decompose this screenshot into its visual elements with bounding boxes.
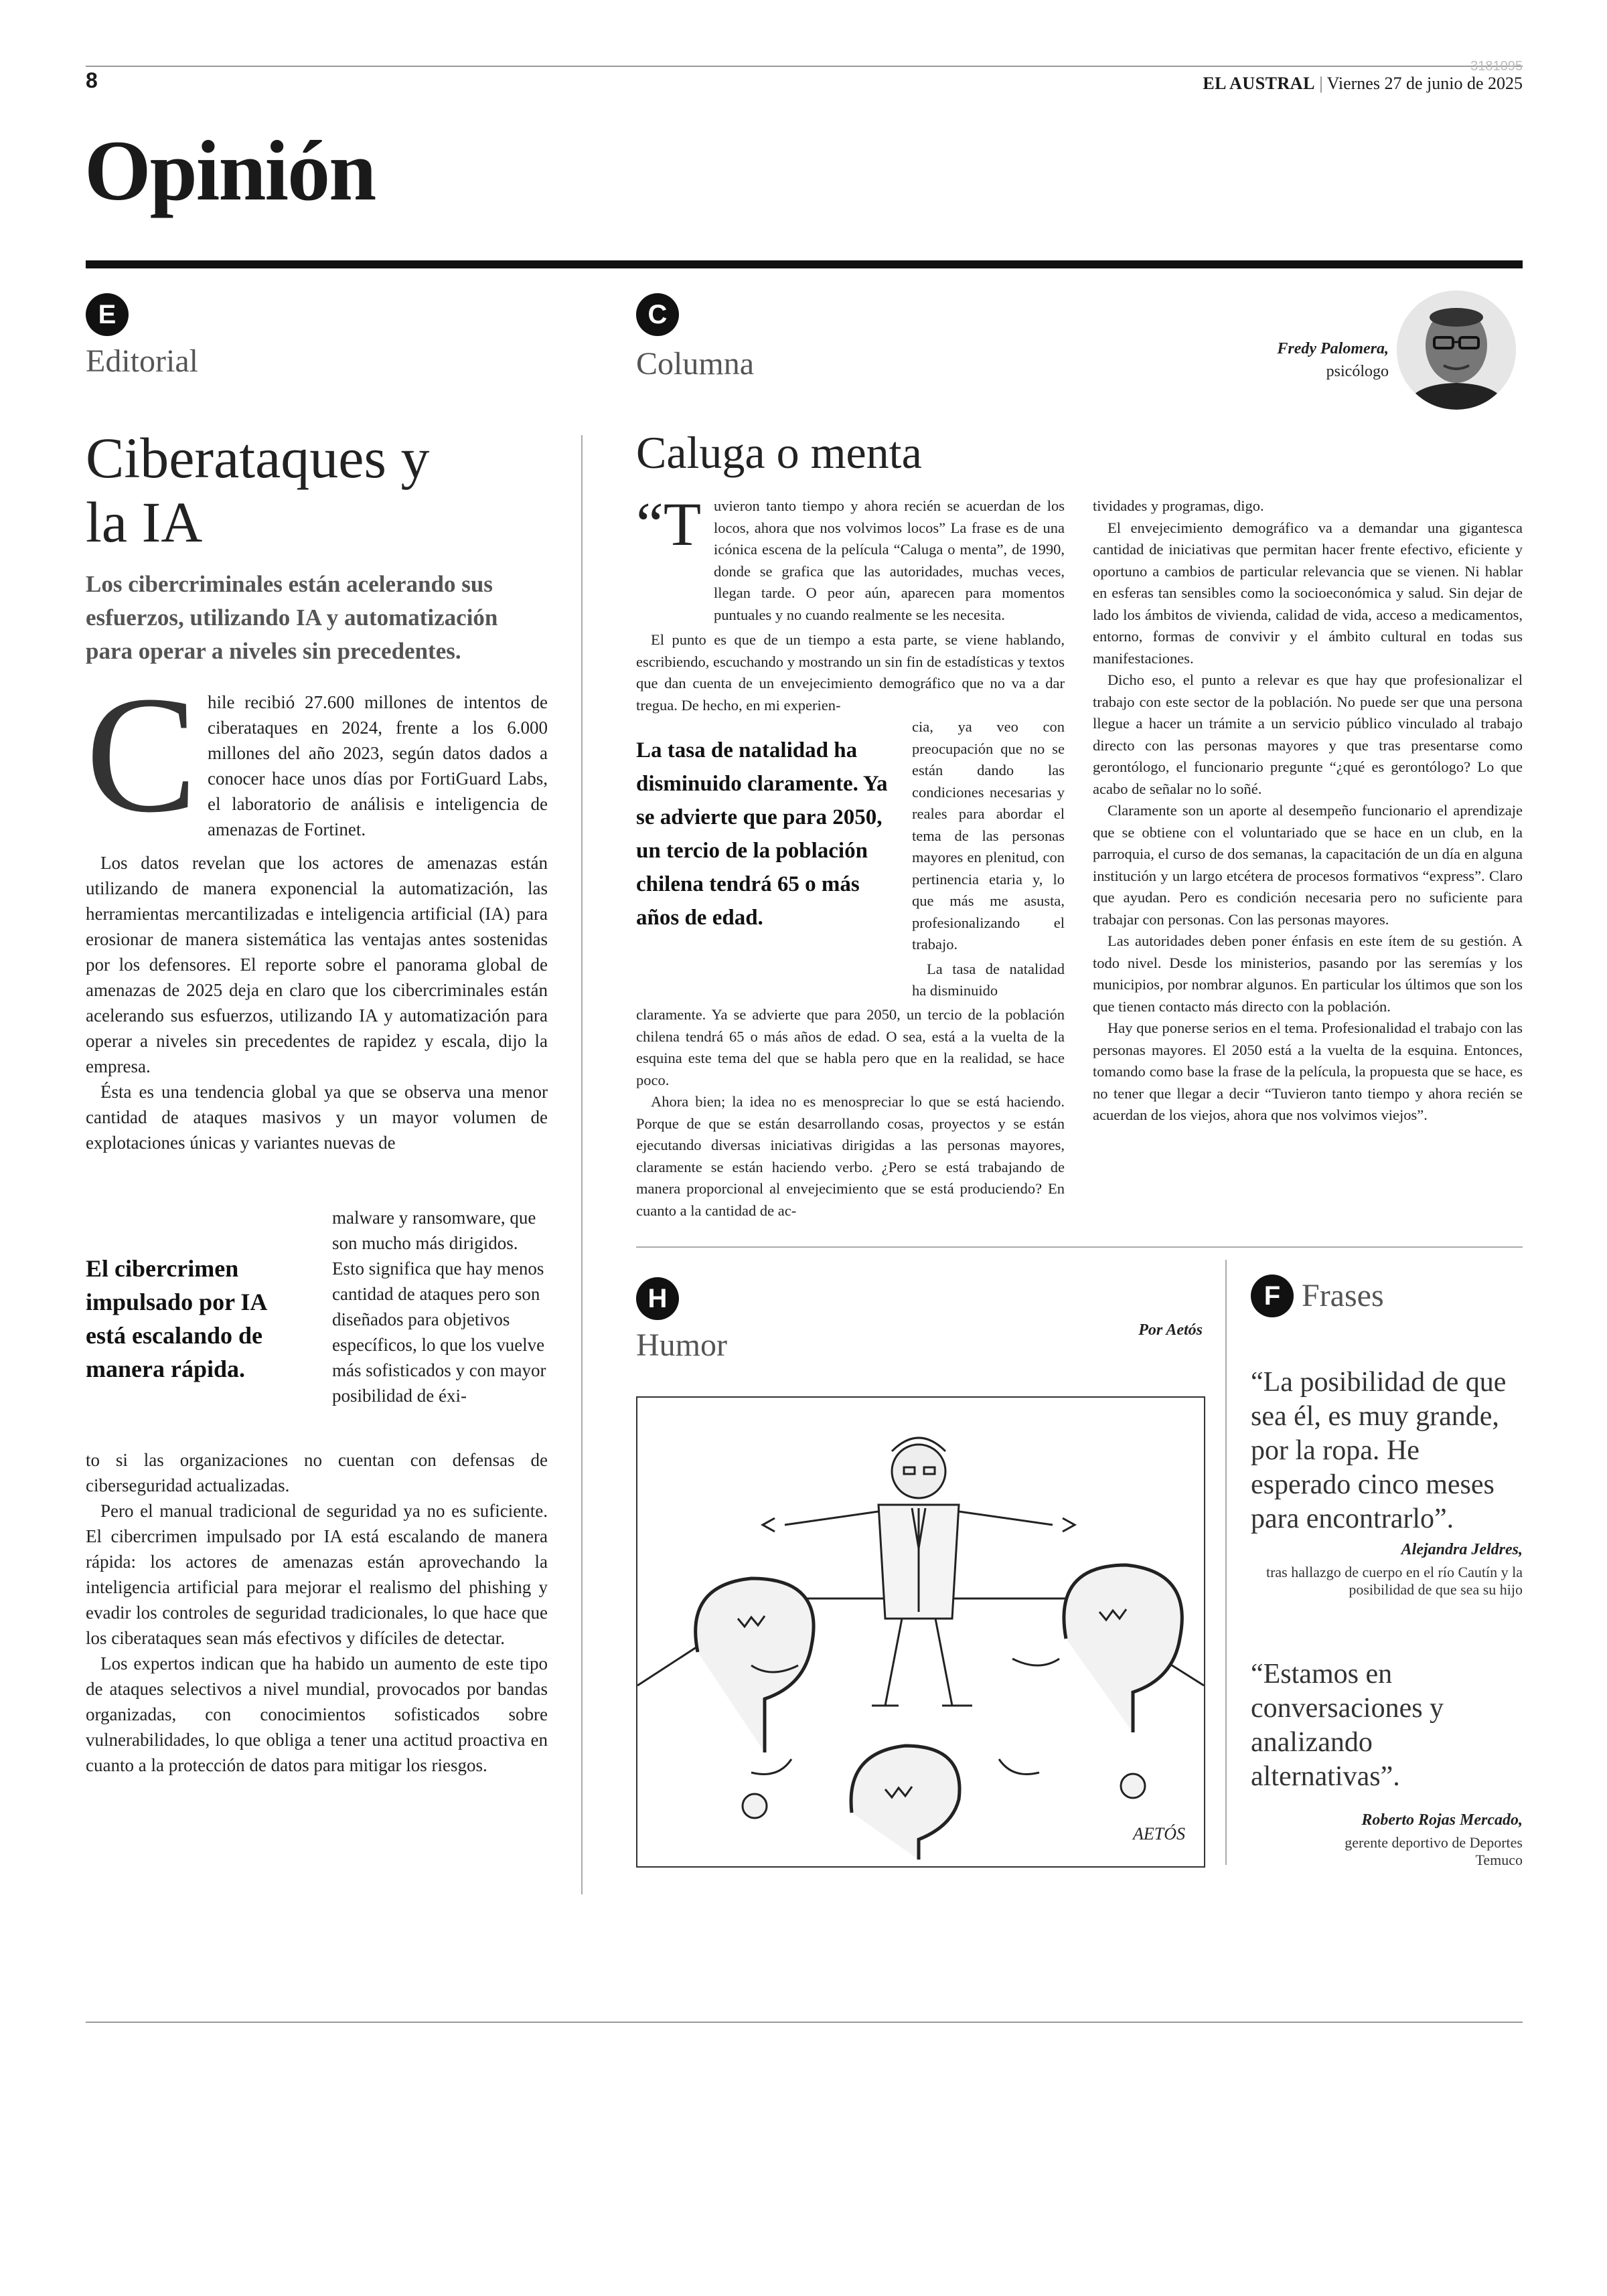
frase-role-1: tras hallazgo de cuerpo en el río Cautín y la posibilidad de que sea su hijo [1266, 1564, 1523, 1598]
editorial-paragraph-3: to si las organizaciones no cuentan con defensas de ciberseguridad actualizadas. [86, 1450, 548, 1495]
column-quote-mark: “T [636, 490, 702, 558]
page-code: 3181095 [1470, 59, 1523, 74]
column-intro-text: uvieron tanto tiempo y ahora recién se acuerdan de los locos, ahora que nos volvimos locos” La frase es de una icónica escena de la película “Caluga o menta”, de 1990, donde se grafica que las autoridades, muchas veces, llegan tarde. O peor aún, aparecen para momentos puntuales y no cuando realmente se les necesita. [714, 497, 1065, 623]
editorial-paragraph-1: Los datos revelan que los actores de amenazas están utilizando de manera exponencial la automatización, las herramientas mercantilizadas e inteligencia artificial (IA) para erosionar de manera sistemática las ventajas antes sostenidas por los defensores. El reporte sobre el panorama global de amenazas de 2025 deja en claro que los cibercriminales están acelerando sus esfuerzos, utilizando IA y automatización para operar a niveles sin precedentes de rapidez y escala, dijo la empresa. [86, 853, 548, 1076]
page-number: 8 [86, 68, 98, 92]
column-headline: Caluga o menta [636, 427, 922, 478]
editorial-intro: hile recibió 27.600 millones de intentos de ciberataques en 2024, frente a los 6.000 millones del año 2023, según datos dados a conocer hace unos días por FortiGuard Labs, el laboratorio de análisis e inteligencia de amenazas de Fortinet. [208, 692, 548, 839]
editorial-pullquote: El cibercrimen impulsado por IA está escalando de manera rápida. [86, 1255, 266, 1382]
editorial-headline: Ciberataques y la IA [86, 426, 430, 554]
column-right-p1: tividades y programas, digo. [1093, 497, 1264, 514]
editorial-body-bottom [86, 1447, 548, 1778]
editorial-narrow-column [332, 1205, 548, 1408]
frase-role-2: gerente deportivo de Deportes Temuco [1345, 1834, 1523, 1868]
frase-quote-2: “Estamos en conversaciones y analizando alternativas”. [1251, 1659, 1444, 1792]
column-right-block [1093, 495, 1523, 1127]
editorial-paragraph-5: Los expertos indican que ha habido un aumento de este tipo de ataques selectivos a nivel mundial, provocados por bandas organizadas, con conocimientos sofisticados sobre vulnerabilidades, lo que obliga a tener una actitud proactiva en cuanto a la protección de datos para mitigar los riesgos. [86, 1653, 548, 1775]
editorial-column-divider [581, 435, 583, 1894]
section-title: Opinión [84, 123, 376, 218]
editorial-intro-indented [208, 689, 548, 842]
masthead-separator: | [1319, 74, 1323, 93]
column-paragraph-2: El punto es que de un tiempo a esta parte, se viene hablando, escribiendo, escuchando y mostrando un sin fin de estadísticas y textos que dan cuenta de un envejecimiento demográfico que no va a dar tregua. De hecho, en mi experien- [636, 631, 1065, 714]
column-pullquote: La tasa de natalidad ha disminuido claramente. Ya se advierte que para 2050, un tercio de la población chilena tendrá 65 o más años de edad. [636, 738, 888, 930]
author-photo [1397, 291, 1516, 410]
editorial-body-top [86, 850, 548, 1155]
editorial-paragraph-4: Pero el manual tradicional de seguridad ya no es suficiente. El cibercrimen impulsado por IA está escalando de manera rápida: los actores de amenazas están aprovechando la inteligencia artificial para mejorar el realismo del phishing y evadir los controles de seguridad tradicionales, lo que hace que los ciberataques sean más efectivos y difíciles de detectar. [86, 1501, 548, 1648]
cartoon-signature: AETÓS [1133, 1824, 1185, 1843]
column-narrow-block [912, 716, 1065, 1002]
frase-author-1: Alejandra Jeldres, [1401, 1541, 1523, 1558]
column-author-role: psicólogo [1326, 363, 1389, 380]
column-right-p4: Claramente son un aporte al desempeño funcionario el aprendizaje que se obtiene con el voluntariado que se hace en un club, en la parroquia, el curso de dos semanas, la capacitación de un día en alguna institución y un largo etcétera de procesos formativos “express”. Claro que ayudan. Pero es condición necesaria pero no suficiente para trabajar con personas. Con las personas mayores. [1093, 802, 1523, 928]
column-narrow-text-2: La tasa de natalidad ha disminuido [912, 960, 1065, 999]
masthead-line [1203, 74, 1523, 94]
frases-label: Frases [1302, 1278, 1384, 1313]
column-paragraph-4: Ahora bien; la idea no es menospreciar lo que se está haciendo. Porque de que se están desarrollando cosas, proyectos y se están ejecutando diversas iniciativas dirigidas a las personas mayores, claramente se están haciendo verbo. ¿Pero se está trabajando de manera proporcional al envejecimiento que se está produciendo? En cuanto a la cantidad de ac- [636, 1093, 1065, 1219]
editorial-narrow-text: malware y ransomware, que son mucho más dirigidos. Esto significa que hay menos cantidad de ataques pero son diseñados para objetivos específicos, lo que los vuelve más sofisticados y con mayor posibilidad de éxi- [332, 1208, 546, 1406]
frase-quote-1: “La posibilidad de que sea él, es muy grande, por la ropa. He esperado cinco meses para encontrarlo”. [1251, 1367, 1507, 1534]
humor-label: Humor [636, 1327, 727, 1363]
column-right-p2: El envejecimiento demográfico va a demandar una gigantesca cantidad de iniciativas que permitan hacer frente efectivo, eficiente y oportuno a cambios de particular relevancia que se vienen. Ni hablar en esferas tan sensibles como la socioeconómica y salud. Sin dejar de lado los ámbitos de vivienda, calidad de vida, acceso a medicamentos, entorno, formas de convivir y el ámbito cultural en todas sus manifestaciones. [1093, 519, 1523, 667]
editorial-badge: E [86, 293, 129, 336]
top-rule [86, 66, 1523, 67]
column-right-p6: Hay que ponerse serios en el tema. Profesionalidad el trabajo con las personas mayores. El 2050 está a la vuelta de la esquina. Entonces, tomando como base la frase de la película, la propuesta que se hace, es no tener que llegar a decir “Tuvieron tanto tiempo y ahora recién se acuerdan de los viejos, ahora que nos volvimos viejos”. [1093, 1019, 1523, 1123]
column-author-name: Fredy Palomera, [1277, 340, 1389, 357]
column-left-p2 [636, 629, 1065, 716]
column-right-p5: Las autoridades deben poner énfasis en este ítem de su gestión. A todo nivel. Desde los ministerios, pasando por las seremías y los municipios, por nombrar algunos. En particular los últimos que son los que tienen contacto más directo con la población. [1093, 932, 1523, 1015]
column-bottom-rule [636, 1246, 1523, 1248]
frases-divider [1225, 1260, 1227, 1865]
publication-name: EL AUSTRAL [1203, 74, 1315, 93]
frases-badge: F [1251, 1275, 1294, 1317]
column-right-p3: Dicho eso, el punto a relevar es que hay que profesionalizar el trabajo con este sector de la población. No puede ser que una persona llegue a hacer un trámite a un servicio público vinculado al trabajo directo con las personas mayores y que tras presentarse como gerontólogo, el funcionario pregunte “¿qué es gerontólogo? Lo que acabo de señalar no lo soñé. [1093, 671, 1523, 797]
column-badge: C [636, 293, 679, 336]
editorial-paragraph-2: Ésta es una tendencia global ya que se observa una menor cantidad de ataques masivos y un mayor volumen de explotaciones únicas y variantes nuevas de [86, 1082, 548, 1153]
frase-author-2: Roberto Rojas Mercado, [1361, 1811, 1523, 1829]
editorial-drop-cap: C [86, 662, 198, 847]
column-left-intro-indented [714, 495, 1065, 626]
publication-date: Viernes 27 de junio de 2025 [1326, 74, 1523, 93]
humor-credit: Por Aetós [1138, 1321, 1203, 1339]
section-heavy-rule [86, 260, 1523, 268]
column-left-bottom [636, 1004, 1065, 1222]
footer-rule [86, 2022, 1523, 2023]
editorial-lead: Los cibercriminales están acelerando sus esfuerzos, utilizando IA y automatización para operar a niveles sin precedentes. [86, 571, 498, 664]
column-paragraph-3: claramente. Ya se advierte que para 2050, un tercio de la población chilena tendrá 65 o más años de edad. O sea, está a la vuelta de la esquina este tema del que se habla pero que en la realidad, se hace poco. [636, 1006, 1065, 1088]
editorial-label: Editorial [86, 343, 198, 379]
humor-cartoon [636, 1396, 1205, 1868]
column-label: Columna [636, 346, 754, 382]
column-narrow-text: cia, ya veo con preocupación que no se están dando las condiciones necesarias y reales para abordar el tema de las personas mayores en plenitud, con pertinencia etaria y, lo que más me asusta, profesionalizando el trabajo. [912, 718, 1065, 953]
humor-badge: H [636, 1277, 679, 1320]
